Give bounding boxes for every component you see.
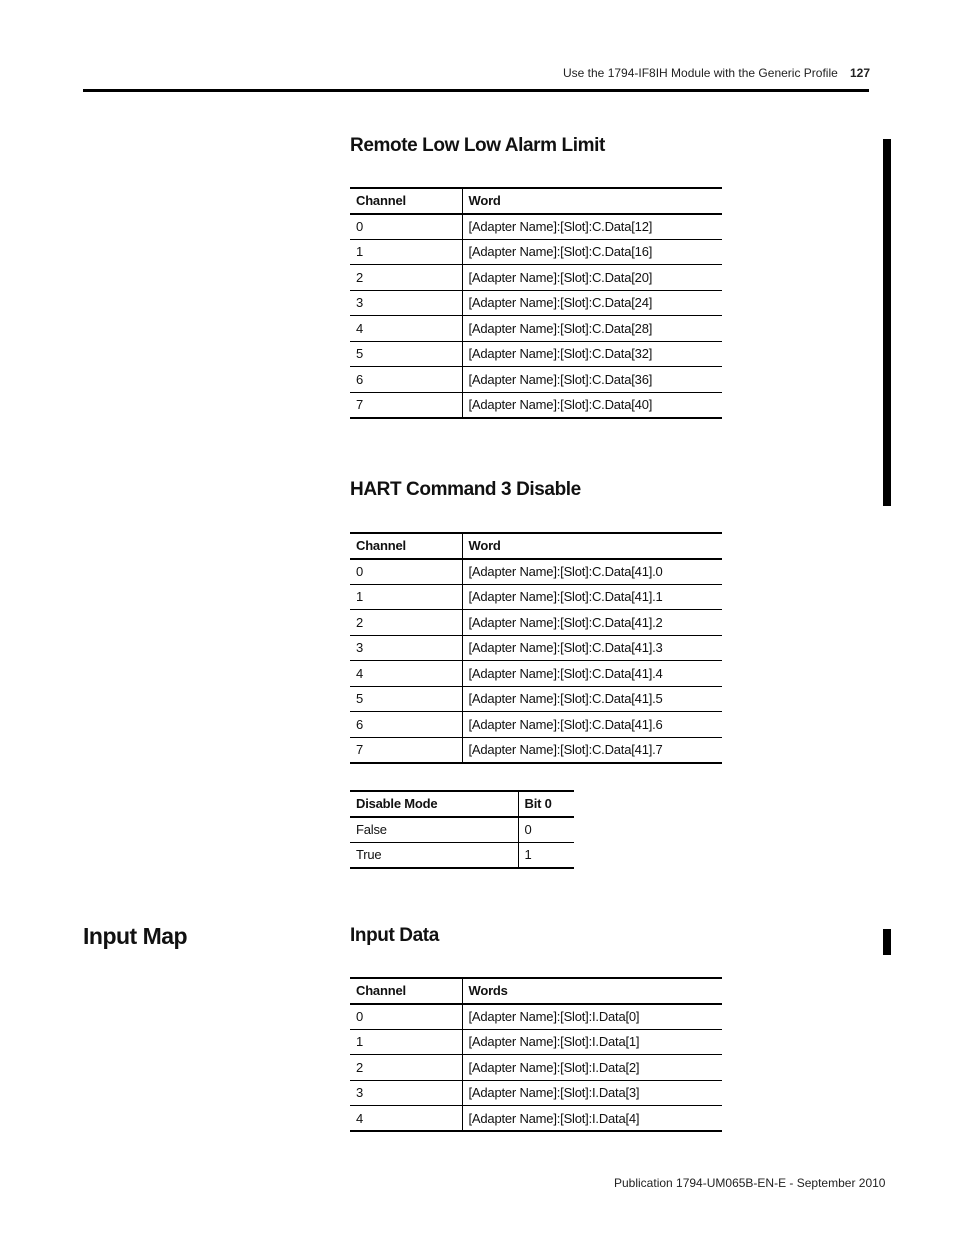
section-heading-input-data: Input Data	[350, 925, 439, 946]
column-header-channel: Channel	[350, 978, 462, 1004]
words-cell: [Adapter Name]:[Slot]:I.Data[3]	[462, 1080, 722, 1106]
table-header-row	[350, 188, 722, 214]
column-header-word: Word	[462, 188, 722, 214]
input-data-table	[350, 977, 722, 1132]
channel-cell: 0	[350, 1004, 462, 1030]
channel-cell: 5	[350, 686, 462, 712]
column-header-channel: Channel	[350, 188, 462, 214]
chapter-heading-input-map: Input Map	[83, 923, 188, 949]
disable-mode-table	[350, 790, 574, 869]
channel-cell: 1	[350, 584, 462, 610]
column-header-word: Word	[462, 533, 722, 559]
word-cell: [Adapter Name]:[Slot]:C.Data[41].5	[462, 686, 722, 712]
word-cell: [Adapter Name]:[Slot]:C.Data[41].7	[462, 737, 722, 763]
channel-cell: 3	[350, 635, 462, 661]
channel-cell: 7	[350, 737, 462, 763]
words-cell: [Adapter Name]:[Slot]:I.Data[1]	[462, 1029, 722, 1055]
column-header-disable-mode: Disable Mode	[350, 791, 518, 817]
channel-cell: 1	[350, 1029, 462, 1055]
table-row	[350, 1106, 722, 1132]
words-cell: [Adapter Name]:[Slot]:I.Data[4]	[462, 1106, 722, 1132]
channel-cell: 3	[350, 290, 462, 316]
bit-cell: 1	[518, 842, 574, 868]
word-cell: [Adapter Name]:[Slot]:C.Data[28]	[462, 316, 722, 342]
table-row	[350, 392, 722, 418]
column-header-bit-0: Bit 0	[518, 791, 574, 817]
table-row	[350, 661, 722, 687]
table-row	[350, 1055, 722, 1081]
words-cell: [Adapter Name]:[Slot]:I.Data[2]	[462, 1055, 722, 1081]
channel-cell: 2	[350, 265, 462, 291]
table-row	[350, 559, 722, 585]
table-row	[350, 239, 722, 265]
disable-mode-cell: False	[350, 817, 518, 843]
channel-cell: 7	[350, 392, 462, 418]
publication-footer: Publication 1794-UM065B-EN-E - September 2010	[614, 1176, 886, 1190]
section-heading-remote-low-low: Remote Low Low Alarm Limit	[350, 135, 605, 156]
table-row	[350, 214, 722, 240]
table-row	[350, 610, 722, 636]
bit-cell: 0	[518, 817, 574, 843]
channel-cell: 5	[350, 341, 462, 367]
word-cell: [Adapter Name]:[Slot]:C.Data[36]	[462, 367, 722, 393]
word-cell: [Adapter Name]:[Slot]:C.Data[41].6	[462, 712, 722, 738]
word-cell: [Adapter Name]:[Slot]:C.Data[32]	[462, 341, 722, 367]
channel-cell: 0	[350, 214, 462, 240]
table-row	[350, 265, 722, 291]
channel-cell: 4	[350, 1106, 462, 1132]
word-cell: [Adapter Name]:[Slot]:C.Data[40]	[462, 392, 722, 418]
word-cell: [Adapter Name]:[Slot]:C.Data[41].0	[462, 559, 722, 585]
table-row	[350, 316, 722, 342]
channel-cell: 1	[350, 239, 462, 265]
hart-command-3-table	[350, 532, 722, 764]
table-row	[350, 367, 722, 393]
channel-cell: 6	[350, 367, 462, 393]
word-cell: [Adapter Name]:[Slot]:C.Data[12]	[462, 214, 722, 240]
table-row	[350, 1029, 722, 1055]
header-rule	[83, 89, 869, 92]
table-row	[350, 737, 722, 763]
word-cell: [Adapter Name]:[Slot]:C.Data[16]	[462, 239, 722, 265]
column-header-words: Words	[462, 978, 722, 1004]
section-heading-hart-command-3: HART Command 3 Disable	[350, 479, 581, 500]
channel-cell: 4	[350, 316, 462, 342]
column-header-channel: Channel	[350, 533, 462, 559]
channel-cell: 4	[350, 661, 462, 687]
word-cell: [Adapter Name]:[Slot]:C.Data[41].1	[462, 584, 722, 610]
table-row	[350, 842, 574, 868]
table-row	[350, 712, 722, 738]
table-header-row	[350, 791, 574, 817]
table-row	[350, 584, 722, 610]
channel-cell: 2	[350, 610, 462, 636]
remote-low-low-table	[350, 187, 722, 419]
page-number: 127	[850, 66, 871, 80]
table-header-row	[350, 533, 722, 559]
word-cell: [Adapter Name]:[Slot]:C.Data[24]	[462, 290, 722, 316]
side-tab-bar-small	[883, 929, 891, 955]
table-row	[350, 1004, 722, 1030]
side-tab-bar	[883, 139, 891, 506]
channel-cell: 6	[350, 712, 462, 738]
words-cell: [Adapter Name]:[Slot]:I.Data[0]	[462, 1004, 722, 1030]
word-cell: [Adapter Name]:[Slot]:C.Data[41].2	[462, 610, 722, 636]
word-cell: [Adapter Name]:[Slot]:C.Data[20]	[462, 265, 722, 291]
table-row	[350, 1080, 722, 1106]
table-row	[350, 686, 722, 712]
running-header: Use the 1794-IF8IH Module with the Generic Profile	[563, 66, 838, 80]
channel-cell: 3	[350, 1080, 462, 1106]
table-row	[350, 290, 722, 316]
word-cell: [Adapter Name]:[Slot]:C.Data[41].3	[462, 635, 722, 661]
word-cell: [Adapter Name]:[Slot]:C.Data[41].4	[462, 661, 722, 687]
channel-cell: 2	[350, 1055, 462, 1081]
table-row	[350, 341, 722, 367]
table-header-row	[350, 978, 722, 1004]
channel-cell: 0	[350, 559, 462, 585]
table-row	[350, 817, 574, 843]
disable-mode-cell: True	[350, 842, 518, 868]
table-row	[350, 635, 722, 661]
